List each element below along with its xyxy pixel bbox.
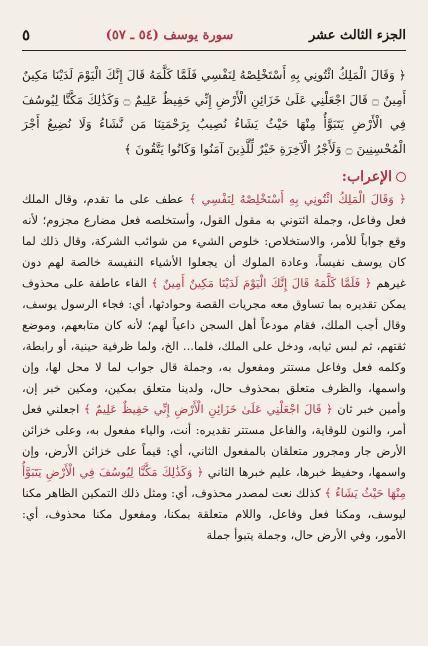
juz-title: الجزء الثالث عشر bbox=[308, 27, 406, 43]
section-heading bbox=[22, 169, 406, 185]
circle-bullet-icon bbox=[396, 172, 406, 182]
quote-4: ﴿ وَكَذَٰلِكَ مَكَّنَّا لِيُوسُفَ فِي الْأَرْضِ يَتَبَوَّأُ مِنْهَا حَيْثُ يَشَاءُ ﴾ bbox=[22, 465, 406, 500]
commentary-4: كذلك نعت لمصدر محذوف، أي: ومثل ذلك التمكين الظاهر مكنا ليوسف، ومكنا فعل وفاعل، واللام متعلقة بمكنا، ومفعول مكنا محذوف، أي: الأمور، وفي الأرض حال، وجملة يتبوأ جملة bbox=[22, 486, 406, 542]
quote-1: ﴿ وَقَالَ الْمَلِكُ ائْتُونِي بِهِ أَسْتَخْلِصْهُ لِنَفْسِي ﴾ bbox=[189, 192, 406, 206]
page-header bbox=[22, 22, 406, 51]
commentary-3: اجعلني فعل أمر، والنون للوقاية، والفاعل مستتر تقديره: أنت، والياء مفعول به، وعلى خزائن الأرض جار ومجرور متعلقان بالمفعول الثاني، أي: قيماً على خزائن الأرض، وإن واسمها، وحفيظ خبرها، عليم خبرها الثاني bbox=[22, 402, 406, 479]
page-number: ٥ bbox=[22, 26, 31, 44]
commentary-paragraph bbox=[22, 189, 406, 546]
quote-2: ﴿ فَلَمَّا كَلَّمَهُ قَالَ إِنَّكَ الْيَوْمَ لَدَيْنَا مَكِينٌ أَمِينٌ ﴾ bbox=[151, 276, 372, 290]
surah-title: سورة يوسف (٥٤ ـ ٥٧) bbox=[105, 27, 234, 43]
commentary-2: الفاء عاطفة على محذوف يمكن تقديره بما تساوق معه مجريات القصة وحوادثها، أي: فجاء الرسول يوسف، وقال أجب الملك، فقام مودعاً أهل السجن داعياً لهم؛ لأنه كان متابعهم، وموضع ثقتهم، ثم لبس ثيابه، ودخل على الملك، فلما... الخ، ولما ظرفية حينية، أو رابطة، وكلمه فعل وفاعل مستتر ومفعول به، وجملة قال جواب لما لا محل لها، وإن واسمها، والظرف متعلق بمحذوف حال، ولدينا متعلق بمكين، ومكين خبر إن، وأمين خبر ثان bbox=[22, 276, 406, 416]
quran-verses: ﴿ وَقَالَ الْمَلِكُ ائْتُونِي بِهِ أَسْتَخْلِصْهُ لِنَفْسِي فَلَمَّا كَلَّمَهُ قَالَ إِنَّكَ الْيَوْمَ لَدَيْنَا مَكِينٌ أَمِينٌ ۝ قَالَ اجْعَلْنِي عَلَىٰ خَزَائِنِ الْأَرْضِ إِنِّي حَفِيظٌ عَلِيمٌ ۝ وَكَذَٰلِكَ مَكَّنَّا لِيُوسُفَ فِي الْأَرْضِ يَتَبَوَّأُ مِنْهَا حَيْثُ يَشَاءُ نُصِيبُ بِرَحْمَتِنَا مَن نَّشَاءُ وَلَا نُضِيعُ أَجْرَ الْمُحْسِنِينَ ۝ وَلَأَجْرُ الْآخِرَةِ خَيْرٌ لِّلَّذِينَ آمَنُوا وَكَانُوا يَتَّقُونَ ﴾ bbox=[22, 68, 406, 156]
commentary-1: عطف على ما تقدم، وقال الملك فعل وفاعل، وجملة ائتوني به مقول القول، وأستخلصه فعل مضارع مجزوم؛ لأنه وقع جواباً للأمر، والاستخلاص: خلوص الشيء من شوائب الشركة، وقال ذلك لما كان يوسف نفيساً، وعادة الملوك أن يجعلوا الأشياء النفيسة خالصة لهم دون غيرهم bbox=[22, 192, 406, 290]
section-title: الإعراب: bbox=[341, 169, 392, 185]
quote-3: ﴿ قَالَ اجْعَلْنِي عَلَىٰ خَزَائِنِ الْأَرْضِ إِنِّي حَفِيظٌ عَلِيمٌ ﴾ bbox=[83, 402, 333, 416]
